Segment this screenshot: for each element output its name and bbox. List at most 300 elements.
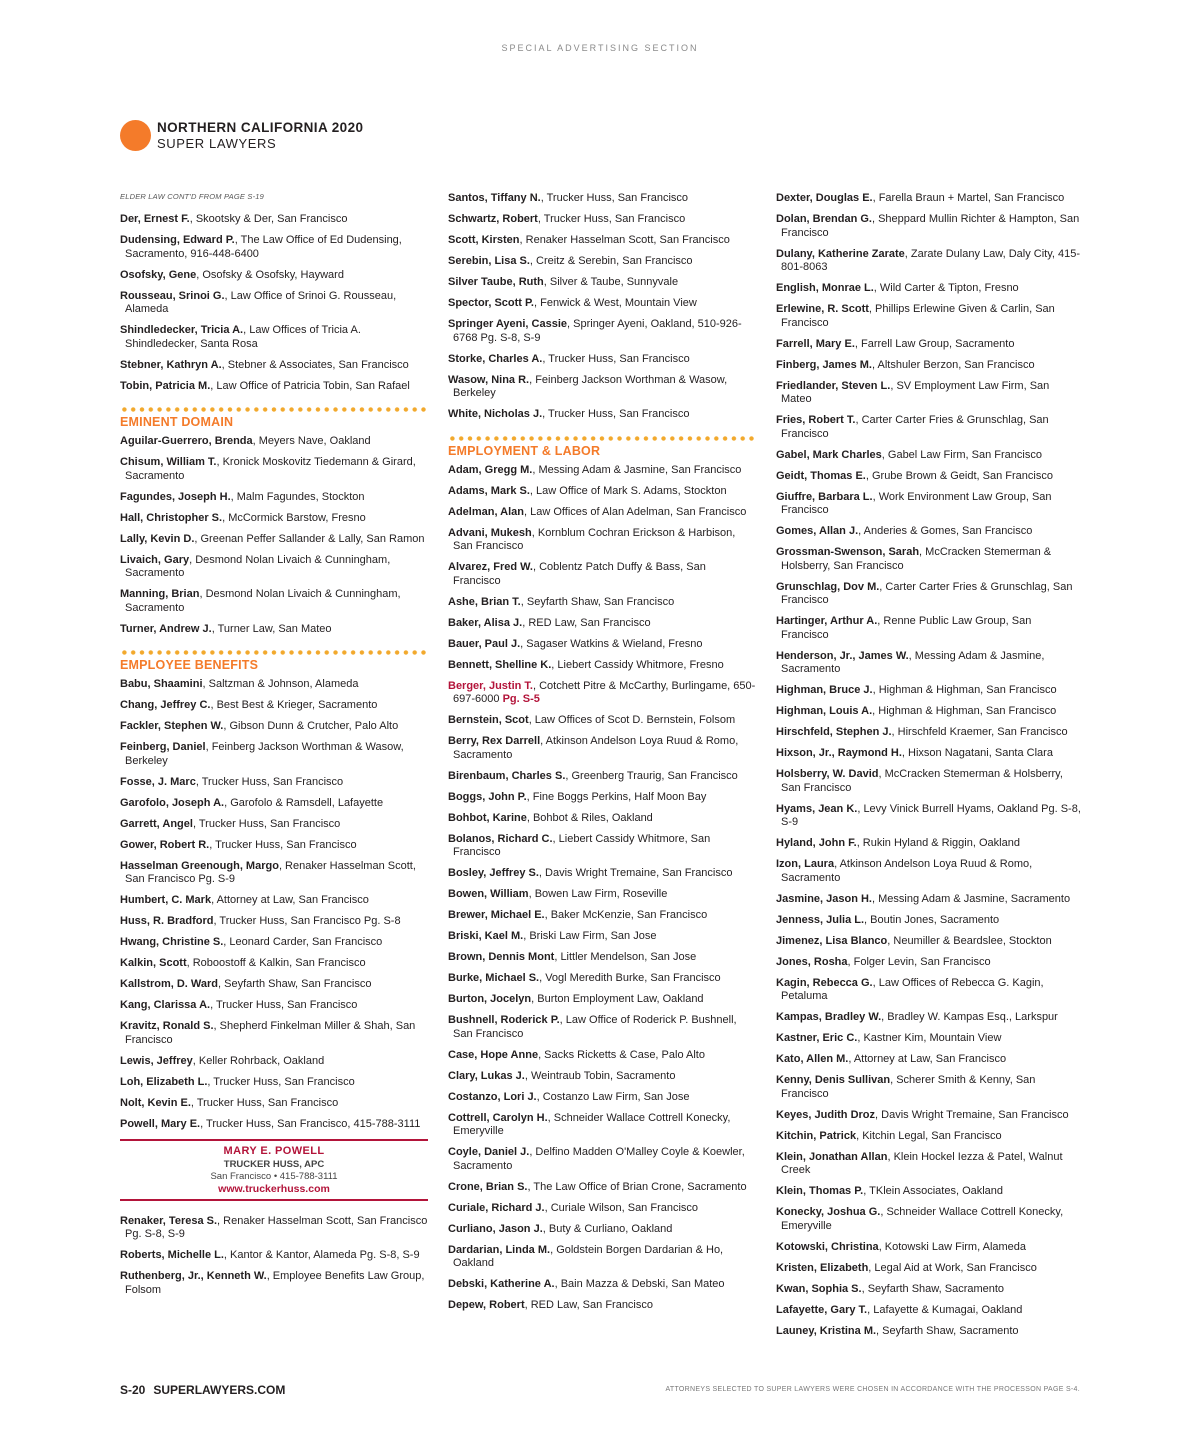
lawyer-name: Garrett, Angel [120, 817, 193, 830]
lawyer-details: , Kornblum Cochran Erickson & Harbison, San Francisco [453, 526, 736, 552]
lawyer-details: , Lafayette & Kumagai, Oakland [867, 1303, 1023, 1316]
lawyer-name: Friedlander, Steven L. [776, 379, 891, 392]
lawyer-name: Serebin, Lisa S. [448, 255, 530, 267]
lawyer-name: Spector, Scott P. [448, 297, 534, 309]
lawyer-name: Klein, Jonathan Allan [776, 1150, 888, 1163]
lawyer-details: , Greenan Peffer Sallander & Lally, San Ramon [194, 532, 425, 545]
lawyer-details: , Sacks Ricketts & Case, Palo Alto [538, 1048, 705, 1061]
lawyer-name: Hyland, John F. [776, 837, 857, 849]
featured-attorney-ad [120, 1139, 428, 1201]
lawyer-details: , Gabel Law Firm, San Francisco [881, 448, 1042, 461]
footer-disclaimer: ATTORNEYS SELECTED TO SUPER LAWYERS WERE CHOSEN IN ACCORDANCE WITH THE PROCESSON PAGE S-4. [665, 1386, 1080, 1393]
lawyer-entry [120, 435, 428, 449]
lawyer-name: White, Nicholas J. [448, 408, 543, 420]
lawyer-name: Bowen, William [448, 888, 529, 900]
lawyer-name: Bushnell, Roderick P. [448, 1014, 560, 1026]
lawyer-entry [776, 414, 1081, 441]
section-header [448, 436, 756, 458]
lawyer-entry [776, 338, 1081, 352]
lawyer-entry [120, 678, 428, 692]
lawyer-name: Manning, Brian [120, 588, 200, 600]
lawyer-details: , Fenwick & West, Mountain View [534, 297, 697, 309]
lawyer-details: , Bohbot & Riles, Oakland [526, 811, 653, 824]
lawyer-entry [448, 1070, 756, 1084]
lawyer-entry [120, 290, 428, 317]
lawyer-entry [776, 380, 1081, 407]
lawyer-entry [776, 1325, 1081, 1339]
lawyer-name: Brewer, Michael E. [448, 909, 545, 921]
lawyer-name: Powell, Mary E. [120, 1117, 201, 1130]
lawyer-details: , Schneider Wallace Cottrell Konecky, Emeryville [781, 1206, 1064, 1232]
lawyer-details: , Neumiller & Beardslee, Stockton [887, 934, 1052, 947]
lawyer-entry [776, 470, 1081, 484]
lawyer-name: Kallstrom, D. Ward [120, 978, 218, 990]
lawyer-entry [776, 914, 1081, 928]
lawyer-details: , Skootsky & Der, San Francisco [189, 213, 348, 225]
lawyer-name: Izon, Laura [776, 858, 835, 870]
lawyer-name: Santos, Tiffany N. [448, 192, 541, 204]
lawyer-details: , Bradley W. Kampas Esq., Larkspur [881, 1011, 1058, 1023]
lawyer-entry [776, 1151, 1081, 1178]
lawyer-entry [120, 588, 428, 615]
lawyer-details: , Vogl Meredith Burke, San Francisco [539, 972, 721, 984]
lawyer-details: , Highman & Highman, San Francisco [872, 705, 1057, 717]
lawyer-details: , Seyfarth Shaw, Sacramento [876, 1324, 1019, 1337]
lawyer-name: Rousseau, Srinoi G. [120, 289, 225, 302]
lawyer-details: , Trucker Huss, San Francisco [537, 213, 686, 225]
lawyer-name: Wasow, Nina R. [448, 373, 530, 386]
lawyer-details: , Kastner Kim, Mountain View [857, 1032, 1002, 1044]
lawyer-name: Clary, Lukas J. [448, 1069, 525, 1082]
lawyer-entry [120, 234, 428, 261]
lawyer-entry [448, 770, 756, 784]
lawyer-name: Dolan, Brendan G. [776, 213, 872, 225]
lawyer-details: , Littler Mendelson, San Jose [554, 951, 697, 963]
lawyer-entry [120, 380, 428, 394]
lawyer-details: , Kronick Moskovitz Tiedemann & Girard, Sacramento [125, 456, 416, 482]
lawyer-entry [448, 1299, 756, 1313]
site-url: SUPERLAWYERS.COM [153, 1383, 286, 1397]
lawyer-entry [776, 1130, 1081, 1144]
lawyer-entry [776, 525, 1081, 539]
lawyer-name: Baker, Alisa J. [448, 616, 523, 629]
lawyer-details: , The Law Office of Brian Crone, Sacramento [527, 1180, 747, 1193]
lawyer-entry [448, 408, 756, 422]
lawyer-details: , Seyfarth Shaw, San Francisco [218, 978, 372, 990]
special-advertising-label: SPECIAL ADVERTISING SECTION [501, 43, 699, 53]
lawyer-details: , Coblentz Patch Duffy & Bass, San Francisco [453, 561, 706, 587]
brand-region: NORTHERN CALIFORNIA [157, 120, 328, 135]
lawyer-name: Dexter, Douglas E. [776, 192, 873, 204]
lawyer-name: Coyle, Daniel J. [448, 1146, 530, 1158]
lawyer-entry [120, 699, 428, 713]
lawyer-entry [120, 1270, 428, 1297]
lawyer-entry [120, 1249, 428, 1263]
lawyer-entry [448, 791, 756, 805]
lawyer-details: , Desmond Nolan Livaich & Cunningham, Sacramento [125, 588, 401, 614]
listing-column-3 [776, 192, 1081, 1346]
lawyer-details: , Seyfarth Shaw, San Francisco [520, 595, 675, 608]
lawyer-name: Briski, Kael M. [448, 930, 524, 942]
lawyer-entry [120, 915, 428, 929]
lawyer-details: , Legal Aid at Work, San Francisco [868, 1261, 1037, 1274]
lawyer-details: , Gibson Dunn & Crutcher, Palo Alto [223, 720, 399, 732]
lawyer-name: Ashe, Brian T. [448, 595, 521, 608]
ad-website-link[interactable]: www.truckerhuss.com [218, 1182, 330, 1195]
page-reference: Pg. S-5 [502, 693, 540, 705]
lawyer-name: Costanzo, Lori J. [448, 1090, 537, 1103]
lawyer-entry [776, 747, 1081, 761]
lawyer-details: , Renne Public Law Group, San Francisco [781, 615, 1032, 641]
section-dotted-rule [120, 650, 428, 655]
lawyer-entry [448, 297, 756, 311]
lawyer-name: Konecky, Joshua G. [776, 1206, 881, 1218]
lawyer-details: , Sagaser Watkins & Wieland, Fresno [520, 637, 703, 650]
lawyer-details: , McCracken Stemerman & Holsberry, San Francisco [781, 546, 1052, 572]
lawyer-details: , Roboostoff & Kalkin, San Francisco [186, 957, 366, 969]
lawyer-entry [776, 615, 1081, 642]
lawyer-entry [120, 456, 428, 483]
lawyer-name: Schwartz, Robert [448, 213, 538, 225]
lawyer-entry [448, 659, 756, 673]
lawyer-entry [776, 705, 1081, 719]
lawyer-details: , Buty & Curliano, Oakland [542, 1222, 673, 1235]
lawyer-entry [120, 1076, 428, 1090]
lawyer-details: , Trucker Huss, San Francisco [209, 838, 357, 851]
lawyer-name: Tobin, Patricia M. [120, 379, 211, 392]
lawyer-details: , Trucker Huss, San Francisco [207, 1075, 355, 1088]
lawyer-details: , Fine Boggs Perkins, Half Moon Bay [526, 790, 707, 803]
lawyer-entry [120, 999, 428, 1013]
lawyer-entry [776, 977, 1081, 1004]
lawyer-entry [120, 818, 428, 832]
lawyer-entry [448, 506, 756, 520]
lawyer-entry [448, 1181, 756, 1195]
lawyer-name: Turner, Andrew J. [120, 622, 212, 635]
section-title: EMPLOYEE BENEFITS [120, 658, 259, 672]
lawyer-entry [448, 993, 756, 1007]
lawyer-name: Dudensing, Edward P. [120, 234, 235, 246]
lawyer-details: , Klein Hockel Iezza & Patel, Walnut Creek [781, 1150, 1063, 1176]
lawyer-entry [120, 936, 428, 950]
lawyer-details: , Trucker Huss, San Francisco [210, 999, 358, 1011]
lawyer-entry [776, 303, 1081, 330]
lawyer-entry [448, 1091, 756, 1105]
lawyer-details: , Law Offices of Rebecca G. Kagin, Petaluma [781, 976, 1044, 1002]
lawyer-entry [776, 1304, 1081, 1318]
lawyer-details: , McCracken Stemerman & Holsberry, San Francisco [781, 768, 1063, 794]
lawyer-details: , Trucker Huss, San Francisco [192, 817, 341, 830]
lawyer-entry [776, 213, 1081, 240]
lawyer-name: Livaich, Gary [120, 553, 190, 566]
lawyer-entry [120, 623, 428, 637]
lawyer-entry [120, 1097, 428, 1111]
lawyer-entry [776, 449, 1081, 463]
lawyer-details: , Hirschfeld Kraemer, San Francisco [891, 726, 1068, 738]
lawyer-details: , Highman & Highman, San Francisco [872, 684, 1057, 696]
lawyer-entry [448, 1278, 756, 1292]
lawyer-name: Brown, Dennis Mont [448, 951, 555, 963]
lawyer-name: Ruthenberg, Jr., Kenneth W. [120, 1270, 267, 1282]
lawyer-details: , Kotowski Law Firm, Alameda [878, 1240, 1027, 1253]
section-header [120, 407, 428, 429]
lawyer-details: , Davis Wright Tremaine, San Francisco [538, 867, 733, 879]
lawyer-name: Birenbaum, Charles S. [448, 769, 566, 782]
lawyer-name: Lafayette, Gary T. [776, 1303, 868, 1316]
lawyer-name: Adams, Mark S. [448, 484, 530, 497]
lawyer-name: Kang, Clarissa A. [120, 999, 211, 1011]
lawyer-name: Curliano, Jason J. [448, 1222, 543, 1235]
lawyer-entry [448, 527, 756, 554]
lawyer-entry [776, 726, 1081, 740]
ad-attorney-name: MARY E. POWELL [223, 1144, 325, 1157]
lawyer-name: Crone, Brian S. [448, 1180, 528, 1193]
lawyer-entry [448, 276, 756, 290]
lawyer-name: Berry, Rex Darrell [448, 735, 541, 747]
lawyer-entry [776, 248, 1081, 275]
lawyer-name: Giuffre, Barbara L. [776, 490, 873, 503]
lawyer-name: Case, Hope Anne [448, 1048, 539, 1061]
lawyer-name: Bosley, Jeffrey S. [448, 867, 539, 879]
lawyer-details: , Desmond Nolan Livaich & Cunningham, Sacramento [125, 553, 391, 579]
lawyer-name: Boggs, John P. [448, 790, 527, 803]
lawyer-details: , Work Environment Law Group, San Francisco [781, 490, 1052, 516]
lawyer-entry [448, 192, 756, 206]
lawyer-name: Stebner, Kathryn A. [120, 358, 222, 371]
lawyer-details: , Sheppard Mullin Richter & Hampton, San Francisco [781, 213, 1080, 239]
lawyer-name: Gomes, Allan J. [776, 525, 859, 537]
lawyer-entry [120, 324, 428, 351]
lawyer-entry [776, 1185, 1081, 1199]
lawyer-details: , Trucker Huss, San Francisco [190, 1096, 339, 1109]
lawyer-details: , Zarate Dulany Law, Daly City, 415-801-8063 [781, 247, 1081, 273]
lawyer-name: Adelman, Alan [448, 505, 524, 518]
lawyer-entry [776, 768, 1081, 795]
lawyer-details: , Saltzman & Johnson, Alameda [202, 678, 359, 690]
lawyer-entry [776, 1283, 1081, 1297]
lawyer-entry [776, 359, 1081, 373]
lawyer-entry [448, 1244, 756, 1271]
lawyer-details: , Osofsky & Osofsky, Hayward [196, 268, 344, 281]
lawyer-entry [120, 894, 428, 908]
lawyer-entry [776, 1074, 1081, 1101]
lawyer-name: Hasselman Greenough, Margo [120, 859, 279, 872]
lawyer-details: , Trucker Huss, San Francisco [542, 352, 690, 365]
lawyer-details: , Levy Vinick Burrell Hyams, Oakland Pg. S-8, S-9 [781, 802, 1081, 828]
lawyer-name: Hall, Christopher S. [120, 511, 223, 524]
lawyer-details: , Law Offices of Tricia A. Shindledecker, Santa Rosa [125, 324, 361, 350]
lawyer-entry [448, 234, 756, 248]
lawyer-details: , Carter Carter Fries & Grunschlag, San Francisco [781, 414, 1049, 440]
lawyer-details: , Trucker Huss, San Francisco [542, 408, 690, 420]
lawyer-details: , Atkinson Andelson Loya Ruud & Romo, Sacramento [781, 858, 1033, 884]
lawyer-name: Feinberg, Daniel [120, 741, 206, 753]
lawyer-name: Babu, Shaamini [120, 678, 203, 690]
lawyer-name: Gower, Robert R. [120, 838, 210, 851]
lawyer-details: , The Law Office of Ed Dudensing, Sacramento, 916-448-6400 [125, 234, 402, 260]
lawyer-name: Kato, Allen M. [776, 1053, 849, 1065]
lawyer-name: Alvarez, Fred W. [448, 561, 533, 573]
lawyer-details: , Carter Carter Fries & Grunschlag, San Francisco [781, 580, 1073, 606]
lawyer-entry [776, 935, 1081, 949]
lawyer-details: , RED Law, San Francisco [522, 616, 651, 629]
lawyer-name: Gabel, Mark Charles [776, 448, 882, 461]
section-title: EMINENT DOMAIN [120, 415, 234, 429]
lawyer-entry [120, 554, 428, 581]
lawyer-details: , Law Office of Roderick P. Bushnell, San Francisco [453, 1014, 737, 1040]
lawyer-name: Klein, Thomas P. [776, 1185, 864, 1197]
lawyer-details: , Seyfarth Shaw, Sacramento [861, 1282, 1005, 1295]
lawyer-name: Advani, Mukesh [448, 526, 532, 539]
lawyer-name: Scott, Kirsten [448, 234, 520, 246]
lawyer-details: , Keller Rohrback, Oakland [192, 1054, 325, 1067]
lawyer-details: , Kantor & Kantor, Alameda Pg. S-8, S-9 [223, 1249, 420, 1261]
lawyer-details: , Leonard Carder, San Francisco [223, 936, 383, 948]
ad-firm-name: TRUCKER HUSS, APC [223, 1158, 325, 1170]
lawyer-name: Nolt, Kevin E. [120, 1096, 191, 1109]
lawyer-entry [776, 581, 1081, 608]
lawyer-details: , Attorney at Law, San Francisco [211, 894, 369, 906]
lawyer-entry [776, 1262, 1081, 1276]
lawyer-entry [448, 255, 756, 269]
lawyer-details: , Trucker Huss, San Francisco [540, 192, 689, 204]
lawyer-name: Jasmine, Jason H. [776, 892, 872, 905]
lawyer-entry [120, 1118, 428, 1132]
lawyer-details: , Liebert Cassidy Whitmore, San Francisco [453, 832, 711, 858]
lawyer-entry [776, 684, 1081, 698]
lawyer-name: Hwang, Christine S. [120, 936, 224, 948]
lawyer-details: , Renaker Hasselman Scott, San Francisco [519, 234, 730, 246]
lawyer-name: Silver Taube, Ruth [448, 276, 544, 288]
lawyer-details: , Cotchett Pitre & McCarthy, Burlingame, 650-697-6000 [453, 679, 756, 705]
section-title: EMPLOYMENT & LABOR [448, 443, 601, 458]
lawyer-name: Lewis, Jeffrey [120, 1054, 193, 1067]
lawyer-name: Dardarian, Linda M. [448, 1243, 551, 1256]
section-header [120, 650, 428, 672]
lawyer-name: Hirschfeld, Stephen J. [776, 726, 892, 738]
lawyer-name: Storke, Charles A. [448, 352, 543, 365]
lawyer-entry [120, 1215, 428, 1242]
lawyer-name: Bohbot, Karine [448, 811, 527, 824]
lawyer-entry [776, 858, 1081, 885]
lawyer-entry [448, 464, 756, 478]
lawyer-details: , Creitz & Serebin, San Francisco [529, 255, 693, 267]
lawyer-name: Kalkin, Scott [120, 957, 187, 969]
lawyer-details: , Bowen Law Firm, Roseville [528, 888, 668, 900]
lawyer-name: Chang, Jeffrey C. [120, 699, 211, 711]
lawyer-name: Renaker, Teresa S. [120, 1214, 218, 1227]
lawyer-entry [776, 650, 1081, 677]
lawyer-name: Fagundes, Joseph H. [120, 490, 231, 503]
lawyer-name: English, Monrae L. [776, 282, 874, 294]
brand-title [157, 120, 363, 135]
lawyer-entry [448, 596, 756, 610]
lawyer-name: Bennett, Shelline K. [448, 658, 552, 671]
lawyer-details: , Trucker Huss, San Francisco Pg. S-8 [213, 915, 401, 927]
lawyer-details: , Attorney at Law, San Francisco [848, 1053, 1007, 1065]
lawyer-name: Curiale, Richard J. [448, 1201, 545, 1214]
lawyer-entry [448, 638, 756, 652]
lawyer-entry [120, 720, 428, 734]
lawyer-details: , Shepherd Finkelman Miller & Shah, San Francisco [125, 1020, 416, 1046]
lawyer-entry [120, 359, 428, 373]
lawyer-details: , Trucker Huss, San Francisco, 415-788-3111 [200, 1117, 421, 1130]
lawyer-name: Jimenez, Lisa Blanco [776, 934, 888, 947]
lawyer-details: , Meyers Nave, Oakland [252, 435, 371, 447]
lawyer-details: , Scherer Smith & Kenny, San Francisco [781, 1074, 1036, 1100]
lawyer-details: , Messing Adam & Jasmine, Sacramento [781, 649, 1045, 675]
lawyer-details: , Farella Braun + Martel, San Francisco [872, 192, 1065, 204]
ad-contact: San Francisco • 415-788-3111 [210, 1170, 338, 1182]
lawyer-entry [448, 951, 756, 965]
lawyer-details: , Turner Law, San Mateo [211, 622, 332, 635]
lawyer-details: , Feinberg Jackson Worthman & Wasow, Berkeley [453, 373, 728, 399]
lawyer-details: , Anderies & Gomes, San Francisco [858, 525, 1033, 537]
lawyer-name: Der, Ernest F. [120, 213, 190, 225]
lawyer-entry [776, 1053, 1081, 1067]
lawyer-entry [120, 776, 428, 790]
lawyer-details: , Altshuler Berzon, San Francisco [871, 358, 1035, 371]
lawyer-entry [448, 909, 756, 923]
lawyer-details: , Employee Benefits Law Group, Folsom [125, 1270, 425, 1296]
lawyer-entry [776, 803, 1081, 830]
brand-logo-circle [120, 120, 151, 151]
lawyer-name: Kenny, Denis Sullivan [776, 1074, 891, 1086]
lawyer-name: Jones, Rosha [776, 955, 848, 968]
lawyer-details: , Law Office of Mark S. Adams, Stockton [529, 484, 727, 497]
lawyer-name: Shindledecker, Tricia A. [120, 324, 244, 336]
lawyer-entry [448, 1014, 756, 1041]
lawyer-name: Bolanos, Richard C. [448, 832, 553, 845]
brand-year: 2020 [331, 120, 364, 135]
lawyer-details: , Folger Levin, San Francisco [847, 955, 991, 968]
lawyer-details: , Weintraub Tobin, Sacramento [524, 1069, 676, 1082]
lawyer-name: Kagin, Rebecca G. [776, 976, 873, 989]
lawyer-name: Henderson, Jr., James W. [776, 649, 909, 662]
lawyer-entry [120, 839, 428, 853]
lawyer-entry [120, 957, 428, 971]
lawyer-name: Kristen, Elizabeth [776, 1261, 869, 1274]
lawyer-details: , Davis Wright Tremaine, San Francisco [875, 1108, 1069, 1121]
lawyer-name: Chisum, William T. [120, 456, 217, 468]
lawyer-name: Grunschlag, Dov M. [776, 580, 880, 593]
lawyer-entry [448, 1202, 756, 1216]
lawyer-entry [120, 213, 428, 227]
lawyer-details: , Farrell Law Group, Sacramento [854, 337, 1015, 350]
lawyer-details: , RED Law, San Francisco [524, 1299, 653, 1311]
lawyer-details: , McCormick Barstow, Fresno [222, 511, 366, 524]
lawyer-details: , Wild Carter & Tipton, Fresno [873, 282, 1019, 294]
lawyer-name: Bernstein, Scot [448, 714, 529, 726]
lawyer-name: Finberg, James M. [776, 358, 872, 371]
section-dotted-rule [120, 407, 428, 412]
lawyer-details: , Law Offices of Scot D. Bernstein, Folsom [528, 714, 736, 726]
lawyer-entry [776, 956, 1081, 970]
lawyer-name: Aguilar-Guerrero, Brenda [120, 435, 253, 447]
lawyer-entry [776, 893, 1081, 907]
lawyer-entry [120, 1055, 428, 1069]
lawyer-entry [448, 374, 756, 401]
lawyer-name: Farrell, Mary E. [776, 337, 855, 350]
lawyer-entry [448, 714, 756, 728]
page-number: S-20 [120, 1383, 146, 1397]
lawyer-entry [120, 269, 428, 283]
lawyer-details: , Curiale Wilson, San Francisco [544, 1201, 699, 1214]
lawyer-details: , Springer Ayeni, Oakland, 510-926-6768 Pg. S-8, S-9 [453, 318, 742, 344]
lawyer-name: Kotowski, Christina [776, 1240, 879, 1253]
lawyer-details: , Liebert Cassidy Whitmore, Fresno [551, 658, 724, 671]
lawyer-details: , Costanzo Law Firm, San Jose [536, 1090, 690, 1103]
